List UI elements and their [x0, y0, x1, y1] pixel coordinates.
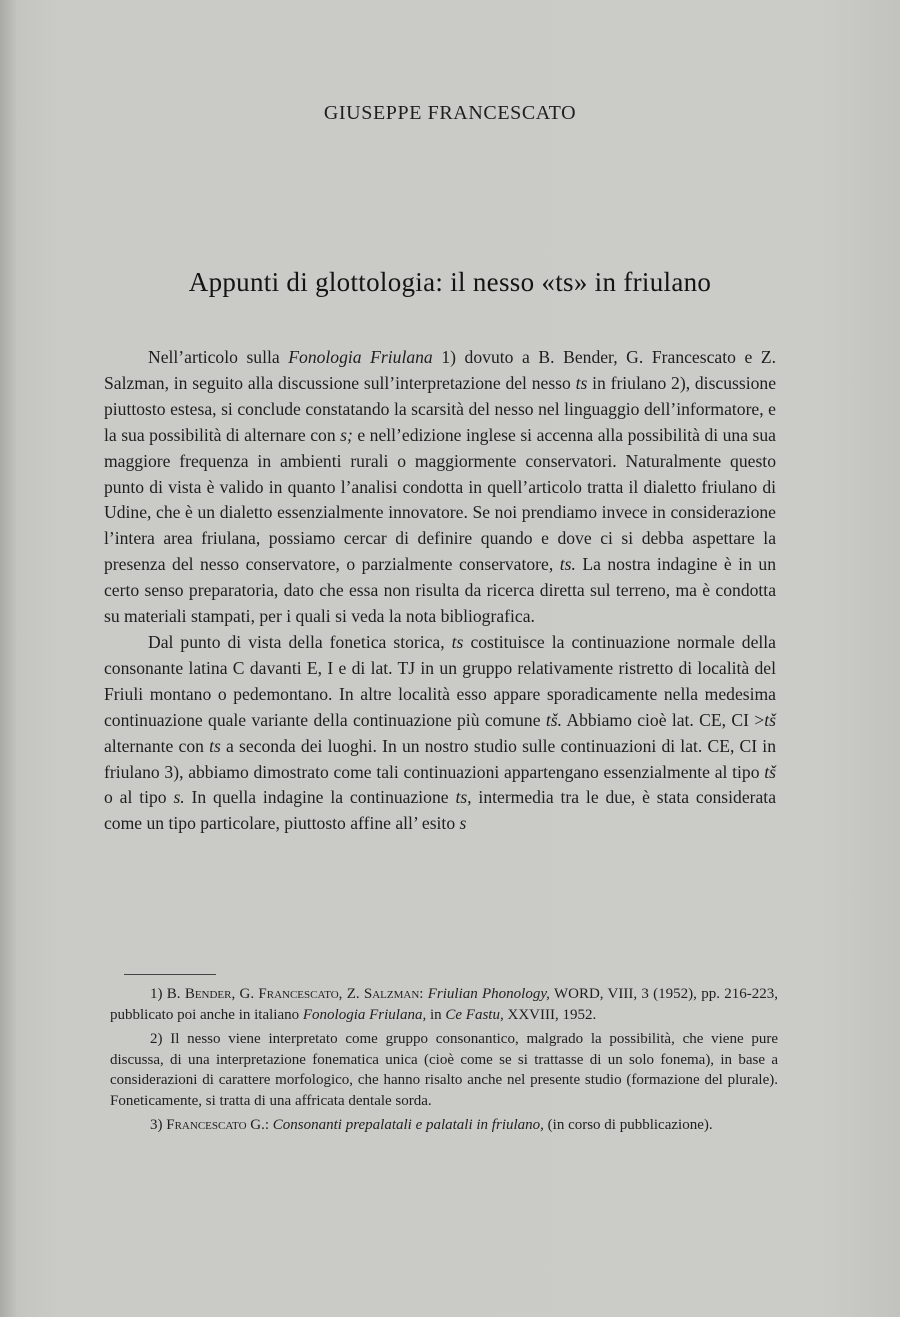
p2-italic: ts: [209, 735, 221, 756]
p2-text: Dal punto di vista della fonetica storica,: [148, 631, 452, 652]
footnote-text: (in corso di pubblicazione).: [543, 1117, 713, 1133]
p2-italic: ts: [451, 631, 464, 652]
footnote-marker: 2): [150, 1031, 171, 1047]
footnote-text: Il nesso viene interpretato come gruppo consonantico, malgrado la possibilità, che viene pure discussa, di una interpretazione fonematica unica (cioè come se si trattasse di un solo fonema), in base a considerazioni di carattere morfologico, che hanno risalto anche nel presente studio (formazione del plurale). Foneticamente, si tratta di una affricata dentale sorda.: [110, 1031, 779, 1109]
footnote-authors: B. Bender, G. Francescato, Z. Salzman:: [166, 986, 428, 1002]
footnote-italic: Ce Fastu,: [445, 1006, 504, 1023]
footnote-3: [110, 1115, 778, 1136]
footnote-2: [110, 1029, 778, 1111]
footnote-divider: [124, 974, 216, 975]
p2-italic: tš: [764, 761, 776, 782]
paragraph-1: [104, 345, 776, 630]
p2-text: alternante con: [104, 735, 210, 756]
footnote-italic: Consonanti prepalatali e palatali in friulano,: [272, 1117, 544, 1133]
p2-text: costituisce la continuazione normale della consonante latina C davanti E, I e di lat. TJ in un gruppo relativamente ristretto di località del Friuli montano o pedemontano. In altre località esso appare sporadicamente nella medesima continuazione quale variante della continuazione più comune: [104, 631, 776, 730]
p1-text: e nell’edizione inglese si accenna alla possibilità di una sua maggiore frequenza in ambienti rurali o maggiormente conservatori. Naturalmente questo punto di vista è valido in quanto l’analisi condotta in quell’articolo tratta il dialetto friulano di Udine, che è un dialetto essenzialmente innovatore. Se noi prendiamo invece in considerazione l’intera area friulana, possiamo cercar di definire quando e dove ci si debba aspettare la presenza del nesso conservatore, o parzialmente conservatore,: [104, 424, 776, 575]
p1-text: in friulano 2), discussione piuttosto estesa, si conclude constatando la scarsità del nesso nel linguaggio dell’informatore, e la sua possibilità di alternare con: [104, 372, 777, 445]
footnote-authors: Francescato G.:: [166, 1117, 273, 1133]
article-title: Appunti di glottologia: il nesso «ts» in friulano: [188, 267, 712, 297]
p2-text: o al tipo: [104, 787, 174, 808]
p1-italic: Fonologia Friulana: [288, 347, 433, 367]
footnote-marker: 3): [150, 1117, 167, 1133]
p1-italic: ts.: [559, 554, 576, 575]
p2-text: In quella indagine la continuazione: [184, 787, 456, 808]
p2-italic: tš: [764, 709, 776, 730]
footnote-italic: Friulian Phonology,: [427, 986, 550, 1002]
running-head-author: GIUSEPPE FRANCESCATO: [323, 102, 577, 124]
footnotes: [110, 984, 778, 1140]
p2-italic: s: [459, 813, 467, 834]
footnote-text: WORD, VIII, 3 (1952), pp. 216-223, pubblicato poi anche in italiano: [110, 986, 778, 1023]
p2-italic: tš.: [545, 709, 563, 730]
paragraph-2: [104, 630, 776, 837]
p2-text: intermedia tra le due, è stata considerata come un tipo particolare, piuttosto affine all’ esito: [104, 787, 777, 834]
p1-text: Nell’articolo sulla: [148, 347, 289, 367]
p2-italic: s.: [173, 787, 185, 808]
footnote-1: [110, 984, 778, 1025]
p1-text: 1) dovuto a B. Bender, G. Francescato e Z. Salzman, in seguito alla discussione sull’interpretazione del nesso: [104, 347, 776, 393]
footnote-text: XXVIII, 1952.: [503, 1006, 597, 1023]
p2-text: a seconda dei luoghi. In un nostro studio sulle continuazioni di lat. CE, CI in friulano 3), abbiamo dimostrato come tali continuazioni appartengano essenzialmente al tipo: [104, 735, 776, 782]
footnote-text: in: [426, 1006, 446, 1023]
p1-text: La nostra indagine è in un certo senso preparatoria, dato che essa non risulta da ricerca diretta sul terreno, ma è condotta su materiali stampati, per i quali si veda la nota bibliografica.: [104, 554, 776, 627]
article-body: [104, 345, 776, 837]
p1-italic: s;: [340, 424, 353, 445]
p2-text: Abbiamo cioè lat. CE, CI >: [562, 709, 765, 730]
footnote-marker: 1): [150, 986, 167, 1002]
footnote-italic: Fonologia Friulana,: [302, 1006, 427, 1023]
p2-italic: ts,: [455, 787, 472, 808]
p1-italic: ts: [575, 372, 588, 393]
